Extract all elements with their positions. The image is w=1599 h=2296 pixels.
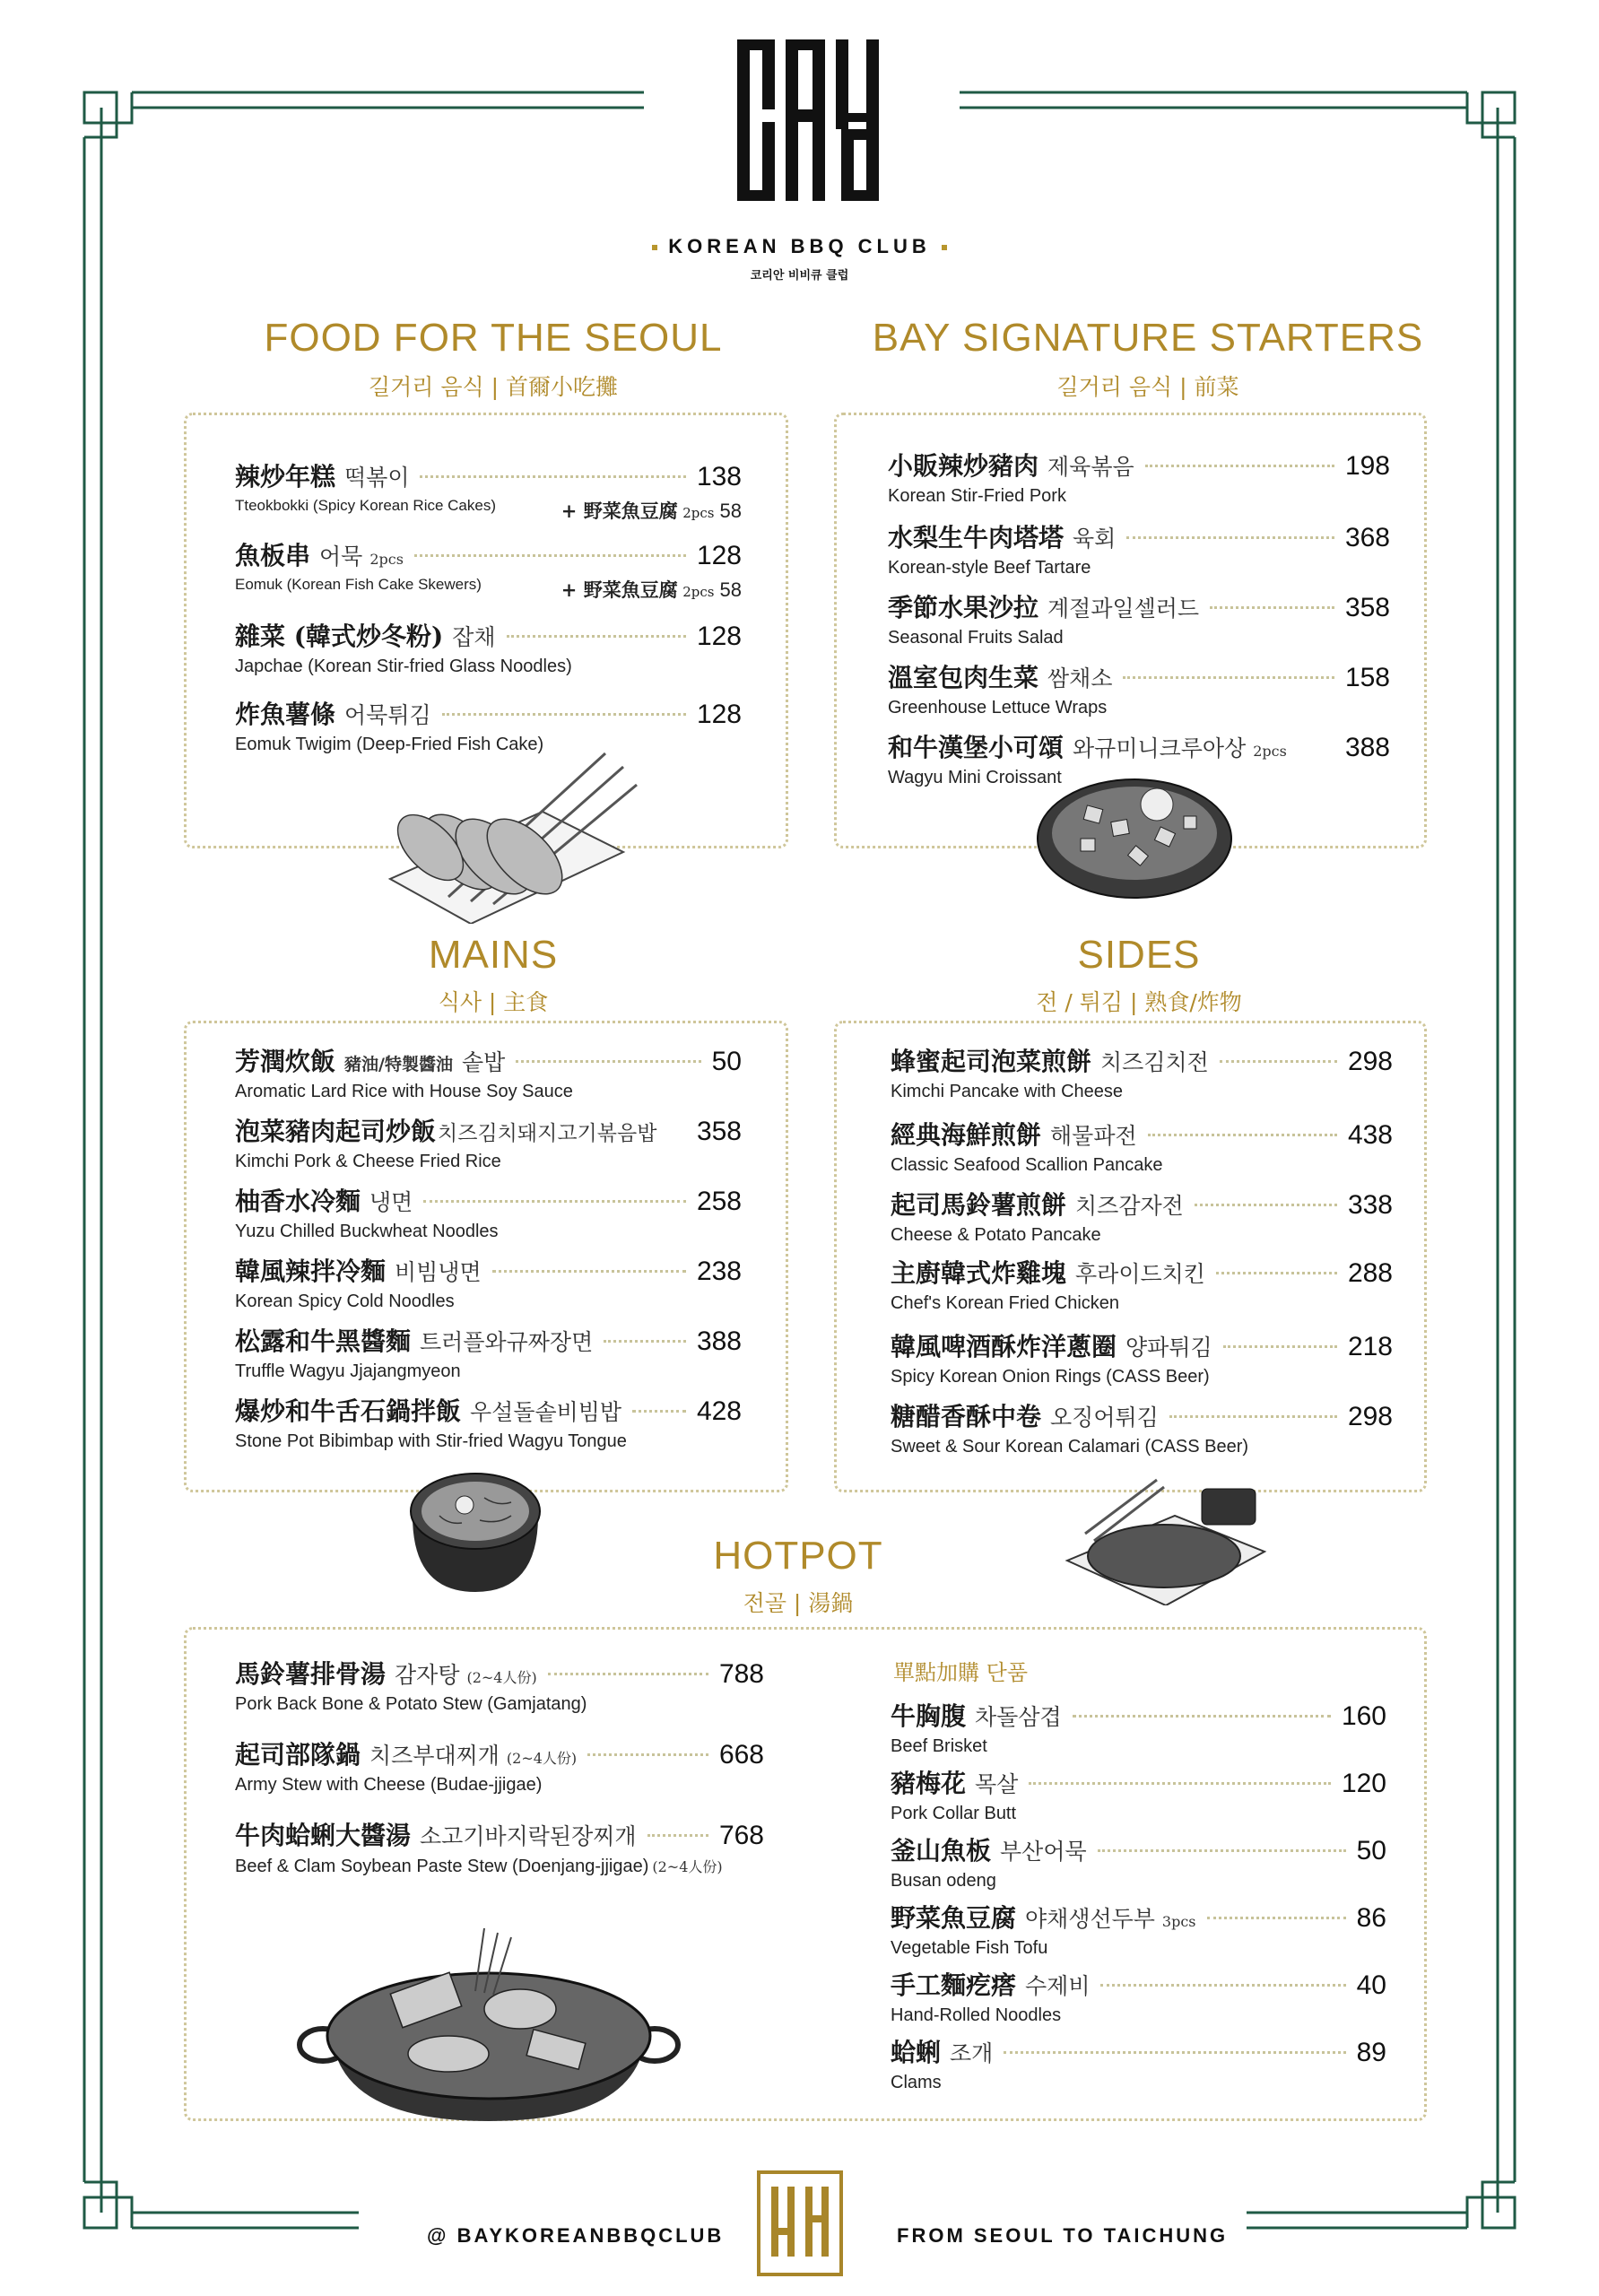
section-subtitle-food-for-the-seoul: 길거리 음식 | 首爾小吃攤 [368,374,618,400]
price: 86 [1356,1903,1386,1933]
leader-dots [1220,1060,1337,1063]
section-title-food-for-the-seoul: FOOD FOR THE SEOUL [264,316,723,360]
menu-item: 馬鈴薯排骨湯 감자탕 (2~4人份) 788 Pork Back Bone & Potato Stew (Gamjatang) [235,1659,764,1714]
menu-item: 韓風辣拌冷麵 비빔냉면 238 Korean Spicy Cold Noodles [235,1257,742,1311]
addon-item: 釜山魚板 부산어묵 50 Busan odeng [891,1836,1386,1891]
hotpot-illustration [296,1910,682,2126]
price: 368 [1344,523,1390,552]
menu-item: 韓風啤酒酥炸洋蔥圈 양파튀김 218 Spicy Korean Onion Rings (CASS Beer) [891,1332,1393,1387]
price: 388 [696,1326,742,1356]
menu-item: 魚板串 어묵 2pcs 128 Eomuk (Korean Fish Cake Skewers) + 野菜魚豆腐 2pcs 58 [235,541,742,601]
leader-dots [423,1200,686,1203]
price: 358 [1344,593,1390,622]
leader-dots [1145,465,1334,467]
menu-item: 季節水果沙拉 계절과일셀러드 358 Seasonal Fruits Salad [888,593,1390,648]
price: 128 [696,622,742,651]
price: 298 [1347,1047,1393,1076]
section-subtitle-hotpot: 전골 | 湯鍋 [743,1590,854,1616]
leader-dots [632,1410,686,1413]
price: 298 [1347,1402,1393,1431]
addon-item: 蛤蜊 조개 89 Clams [891,2038,1386,2092]
addon-item: 豬梅花 목살 120 Pork Collar Butt [891,1769,1386,1823]
menu-item: 松露和牛黑醬麵 트러플와규짜장면 388 Truffle Wagyu Jjajangmyeon [235,1326,742,1381]
pancake-dipping-sauce-illustration [1058,1453,1273,1605]
leader-dots [604,1340,686,1343]
addon-item: 手工麵疙瘩 수제비 40 Hand-Rolled Noodles [891,1970,1386,2025]
section-subtitle-sides: 전 / 튀김 | 熟食/炸物 [1036,989,1242,1015]
leader-dots [507,635,686,638]
instagram-handle[interactable]: @ BAYKOREANBBQCLUB [427,2224,725,2247]
price: 358 [696,1117,742,1146]
stone-pot-bibimbap-illustration [404,1462,547,1596]
price: 50 [1356,1836,1386,1866]
leader-dots [647,1834,708,1837]
menu-item: 炸魚薯條 어묵튀김 128 Eomuk Twigim (Deep-Fried Fish Cake) [235,700,742,754]
menu-item: 爆炒和牛舌石鍋拌飯 우설돌솥비빔밥 428 Stone Pot Bibimbap with Stir-fried Wagyu Tongue [235,1396,742,1451]
leader-dots [1098,1849,1346,1852]
menu-item: 和牛漢堡小可頌 와규미니크루아상 2pcs 388 Wagyu Mini Croissant [888,733,1390,787]
price: 128 [696,541,742,570]
brand-tagline-korean: 코리안 비비큐 클럽 [750,269,849,283]
price: 438 [1347,1120,1393,1150]
section-subtitle-mains: 식사 | 主食 [438,989,549,1015]
menu-item: 水梨生牛肉塔塔 육회 368 Korean-style Beef Tartare [888,523,1390,578]
leader-dots [1148,1134,1337,1136]
leader-dots [1100,1984,1345,1987]
brand-tagline: KOREAN BBQ CLUB [0,235,1599,258]
price: 238 [696,1257,742,1286]
leader-dots [1207,1917,1346,1919]
price: 388 [1344,733,1390,762]
price: 198 [1344,451,1390,481]
price: 788 [718,1659,764,1689]
price: 668 [718,1740,764,1770]
addon-item: 牛胸腹 차돌삼겹 160 Beef Brisket [891,1701,1386,1756]
price: 218 [1347,1332,1393,1361]
menu-item: 蜂蜜起司泡菜煎餅 치즈김치전 298 Kimchi Pancake with Cheese [891,1047,1393,1101]
section-title-signature-starters: BAY SIGNATURE STARTERS [872,316,1424,360]
leader-dots [587,1753,708,1756]
menu-item: 芳潤炊飯 豬油/特製醬油 솥밥 50 Aromatic Lard Rice with House Soy Sauce [235,1047,742,1101]
price: 768 [718,1821,764,1850]
price: 40 [1356,1970,1386,2000]
menu-item: 起司馬鈴薯煎餅 치즈감자전 338 Cheese & Potato Pancake [891,1190,1393,1245]
price: 138 [696,462,742,491]
menu-item: 經典海鮮煎餅 해물파전 438 Classic Seafood Scallion Pancake [891,1120,1393,1175]
leader-dots [516,1060,700,1063]
footer-slogan: FROM SEOUL TO TAICHUNG [897,2224,1229,2247]
leader-dots [1216,1272,1337,1274]
leader-dots [492,1270,686,1273]
menu-item: 辣炒年糕 떡볶이 138 Tteokbokki (Spicy Korean Rice Cakes) + 野菜魚豆腐 2pcs 58 [235,462,742,522]
price: 428 [696,1396,742,1426]
leader-dots [548,1673,708,1675]
section-subtitle-signature-starters: 길거리 음식 | 前菜 [1056,374,1239,400]
leader-dots [414,554,686,557]
fish-cake-skewer-illustration [372,744,641,924]
menu-item: 主廚韓式炸雞塊 후라이드치킨 288 Chef's Korean Fried Chicken [891,1258,1393,1313]
leader-dots [1073,1715,1331,1718]
beef-tartare-bowl-illustration [1031,767,1238,901]
menu-item: 溫室包肉生菜 쌈채소 158 Greenhouse Lettuce Wraps [888,663,1390,718]
gold-dot-icon [942,245,947,250]
price: 158 [1344,663,1390,692]
price: 128 [696,700,742,729]
leader-dots [1169,1415,1337,1418]
bay-logo [735,39,879,201]
addon-item: 野菜魚豆腐 야채생선두부 3pcs 86 Vegetable Fish Tofu [891,1903,1386,1958]
price: 160 [1341,1701,1386,1731]
leader-dots [1223,1345,1337,1348]
footer-monogram-icon [757,2170,843,2276]
leader-dots [1210,606,1334,609]
menu-item: 糖醋香酥中卷 오징어튀김 298 Sweet & Sour Korean Calamari (CASS Beer) [891,1402,1393,1457]
menu-item: 柚香水冷麵 냉면 258 Yuzu Chilled Buckwheat Noodles [235,1187,742,1241]
leader-dots [442,713,686,716]
leader-dots [1004,2051,1345,2054]
leader-dots [1195,1204,1337,1206]
leader-dots [1029,1782,1331,1785]
price: 258 [696,1187,742,1216]
section-title-hotpot: HOTPOT [713,1534,883,1578]
menu-item: 雜菜 (韓式炒冬粉) 잡채 128 Japchae (Korean Stir-fried Glass Noodles) [235,622,742,676]
price: 120 [1341,1769,1386,1798]
menu-item: 牛肉蛤蜊大醬湯 소고기바지락된장찌개 768 Beef & Clam Soybean Paste Stew (Doenjang-jjigae) (2~4人份) [235,1821,764,1876]
price: 338 [1347,1190,1393,1220]
leader-dots [1126,536,1334,539]
price: 89 [1356,2038,1386,2067]
leader-dots [420,475,685,478]
section-title-sides: SIDES [1077,933,1201,977]
menu-item: 泡菜豬肉起司炒飯 치즈김치돼지고기볶음밥 358 Kimchi Pork & Cheese Fried Rice [235,1117,742,1171]
menu-item: 起司部隊鍋 치즈부대찌개 (2~4人份) 668 Army Stew with Cheese (Budae-jjigae) [235,1740,764,1795]
gold-dot-icon [652,245,657,250]
leader-dots [1123,676,1334,679]
menu-item: 小販辣炒豬肉 제육볶음 198 Korean Stir-Fried Pork [888,451,1390,506]
price: 50 [711,1047,742,1076]
section-title-mains: MAINS [428,933,559,977]
price: 288 [1347,1258,1393,1288]
addons-label: 單點加購 단품 [893,1660,1028,1685]
